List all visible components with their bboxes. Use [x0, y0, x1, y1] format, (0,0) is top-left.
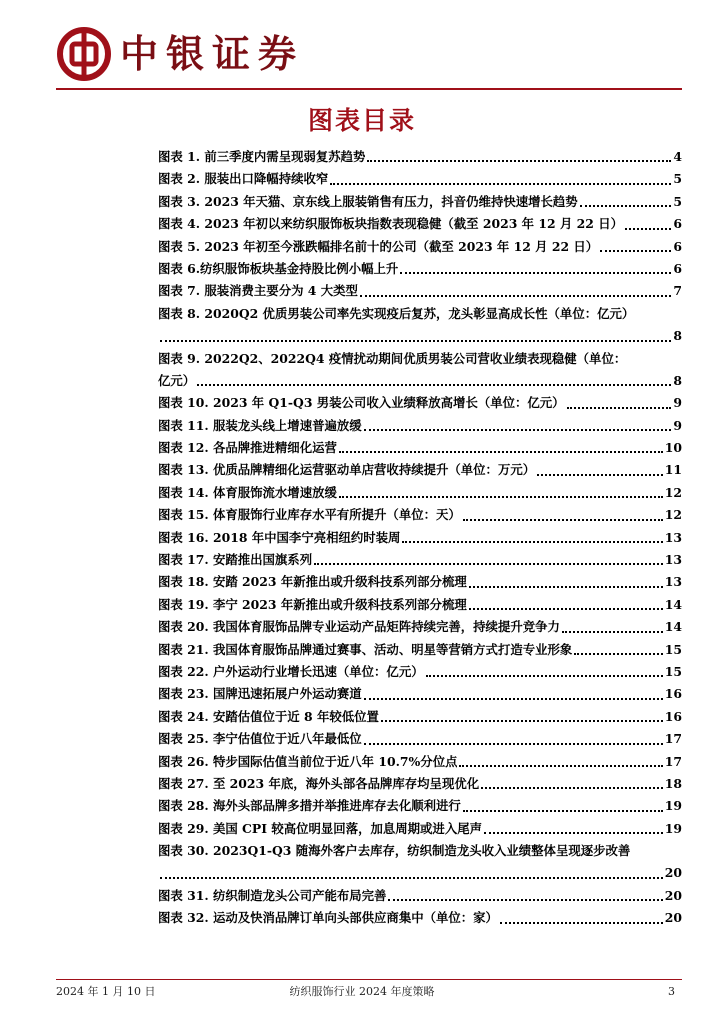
brand-name: 中银证券 — [120, 31, 305, 76]
toc-entry-label: 图表 11. 服装龙头线上增速普遍放缓 — [158, 417, 362, 433]
toc-entry[interactable] — [158, 571, 682, 593]
toc-entry-page: 5 — [673, 193, 682, 209]
toc-entry-page: 11 — [664, 462, 682, 478]
toc-entry-page: 17 — [664, 753, 682, 769]
toc-entry-label: 图表 16. 2018 年中国李宁亮相纽约时装周 — [158, 529, 401, 545]
toc-entry[interactable] — [158, 773, 682, 795]
dot-leader — [481, 787, 663, 789]
toc-entry-page: 16 — [664, 708, 682, 724]
dot-leader — [400, 272, 671, 274]
toc-entry-label: 图表 7. 服装消费主要分为 4 大类型 — [158, 283, 358, 299]
toc-entry-label: 图表 9. 2022Q2、2022Q4 疫情扰动期间优质男装公司营收业绩表现稳健（单位： — [158, 350, 627, 366]
toc-entry-page: 20 — [664, 910, 682, 926]
toc-entry[interactable] — [158, 415, 682, 437]
toc-entry-page: 14 — [664, 619, 682, 635]
toc-entry-label: 图表 1. 前三季度内需呈现弱复苏趋势 — [158, 148, 366, 164]
toc-entry-label: 亿元） — [158, 372, 196, 388]
toc-entry[interactable] — [158, 683, 682, 705]
toc-entry-page: 14 — [664, 596, 682, 612]
toc-entry[interactable] — [158, 191, 682, 213]
toc-entry[interactable] — [158, 236, 682, 258]
toc-entry-label: 图表 29. 美国 CPI 较高位明显回落，加息周期或进入尾声 — [158, 820, 482, 836]
toc-entry-page: 8 — [673, 372, 682, 388]
toc-entry-page: 19 — [664, 798, 682, 814]
header-divider — [56, 88, 682, 90]
dot-leader — [330, 183, 671, 185]
bank-of-china-logo — [56, 26, 112, 82]
dot-leader — [388, 899, 662, 901]
toc-entry[interactable] — [158, 348, 682, 393]
dot-leader — [367, 160, 671, 162]
dot-leader — [314, 563, 663, 565]
toc-entry-label: 图表 18. 安踏 2023 年新推出或升级科技系列部分梳理 — [158, 574, 467, 590]
dot-leader — [469, 608, 663, 610]
toc-entry-page: 6 — [673, 238, 682, 254]
toc-entry-page: 4 — [673, 148, 682, 164]
toc-entry-label: 图表 12. 各品牌推进精细化运营 — [158, 440, 337, 456]
toc-entry-label: 图表 5. 2023 年初至今涨跌幅排名前十的公司（截至 2023 年 12 月 22 日） — [158, 238, 599, 254]
toc-entry-page: 20 — [664, 887, 682, 903]
footer-doc-title: 纺织服饰行业 2024 年度策略 — [289, 985, 435, 998]
toc-entry-label: 图表 23. 国牌迅速拓展户外运动赛道 — [158, 686, 362, 702]
toc-entry-label: 图表 19. 李宁 2023 年新推出或升级科技系列部分梳理 — [158, 596, 467, 612]
dot-leader — [500, 922, 663, 924]
dot-leader — [459, 765, 662, 767]
toc-entry-label: 图表 17. 安踏推出国旗系列 — [158, 552, 313, 568]
toc-entry-page: 6 — [673, 260, 682, 276]
toc-entry[interactable] — [158, 303, 682, 348]
toc-entry-page: 15 — [664, 641, 682, 657]
toc-entry[interactable] — [158, 504, 682, 526]
toc-entry-page: 13 — [664, 574, 682, 590]
toc-entry-page: 9 — [673, 417, 682, 433]
toc-entry[interactable] — [158, 594, 682, 616]
dot-leader — [339, 496, 663, 498]
toc-entry[interactable] — [158, 482, 682, 504]
toc-entry-label: 图表 26. 特步国际估值当前位于近八年 10.7%分位点 — [158, 753, 458, 769]
toc-entry-label: 图表 14. 体育服饰流水增速放缓 — [158, 484, 337, 500]
dot-leader — [574, 653, 662, 655]
dot-leader — [484, 832, 663, 834]
toc-entry[interactable] — [158, 885, 682, 907]
toc-entry-label: 图表 24. 安踏估值位于近 8 年较低位置 — [158, 708, 379, 724]
dot-leader — [463, 810, 663, 812]
toc-entry-page: 20 — [664, 865, 682, 881]
toc-entry-label: 图表 31. 纺织制造龙头公司产能布局完善 — [158, 887, 387, 903]
toc-entry-page: 8 — [673, 328, 682, 344]
toc-entry[interactable] — [158, 392, 682, 414]
dot-leader — [360, 295, 671, 297]
toc-entry[interactable] — [158, 840, 682, 885]
dot-leader — [160, 340, 671, 342]
report-header — [56, 26, 676, 86]
toc-entry-page: 13 — [664, 552, 682, 568]
dot-leader — [625, 228, 671, 230]
dot-leader — [463, 519, 663, 521]
toc-entry-label: 图表 27. 至 2023 年底，海外头部各品牌库存均呈现优化 — [158, 775, 480, 791]
dot-leader — [364, 429, 672, 431]
toc-entry-page: 19 — [664, 820, 682, 836]
toc-entry-label: 图表 15. 体育服饰行业库存水平有所提升（单位：天） — [158, 507, 461, 523]
toc-entry-label: 图表 21. 我国体育服饰品牌通过赛事、活动、明星等营销方式打造专业形象 — [158, 641, 573, 657]
table-of-figures — [158, 146, 682, 930]
toc-entry[interactable] — [158, 907, 682, 929]
dot-leader — [381, 720, 663, 722]
toc-entry[interactable] — [158, 213, 682, 235]
toc-entry-label: 图表 22. 户外运动行业增长迅速（单位：亿元） — [158, 663, 424, 679]
toc-entry-label: 图表 25. 李宁估值位于近八年最低位 — [158, 731, 362, 747]
toc-entry[interactable] — [158, 258, 682, 280]
toc-entry-label: 图表 20. 我国体育服饰品牌专业运动产品矩阵持续完善，持续提升竞争力 — [158, 619, 560, 635]
dot-leader — [469, 586, 663, 588]
toc-entry-label: 图表 2. 服装出口降幅持续收窄 — [158, 171, 329, 187]
toc-entry-page: 17 — [664, 731, 682, 747]
toc-entry-page: 7 — [673, 283, 682, 299]
toc-entry-label: 图表 28. 海外头部品牌多措并举推进库存去化顺利进行 — [158, 798, 461, 814]
dot-leader — [160, 877, 663, 879]
dot-leader — [600, 250, 671, 252]
dot-leader — [567, 407, 672, 409]
toc-entry-page: 12 — [664, 507, 682, 523]
dot-leader — [364, 743, 663, 745]
toc-entry-page: 9 — [673, 395, 682, 411]
toc-entry-label: 图表 32. 运动及快消品牌订单向头部供应商集中（单位：家） — [158, 910, 498, 926]
toc-entry[interactable] — [158, 706, 682, 728]
toc-entry-label: 图表 4. 2023 年初以来纺织服饰板块指数表现稳健（截至 2023 年 12 月 22 日） — [158, 216, 623, 232]
toc-entry[interactable] — [158, 639, 682, 661]
toc-entry-page: 16 — [664, 686, 682, 702]
footer-page-number: 3 — [668, 985, 675, 998]
dot-leader — [402, 541, 662, 543]
dot-leader — [580, 205, 672, 207]
footer-divider — [56, 979, 682, 980]
toc-entry[interactable] — [158, 280, 682, 302]
dot-leader — [562, 631, 663, 633]
toc-entry[interactable] — [158, 728, 682, 750]
toc-entry-label: 图表 3. 2023 年天猫、京东线上服装销售有压力，抖音仍维持快速增长趋势 — [158, 193, 578, 209]
toc-entry[interactable] — [158, 527, 682, 549]
dot-leader — [426, 675, 663, 677]
toc-entry[interactable] — [158, 795, 682, 817]
dot-leader — [339, 451, 663, 453]
toc-entry-page: 18 — [664, 775, 682, 791]
dot-leader — [364, 698, 663, 700]
toc-entry-page: 13 — [664, 529, 682, 545]
toc-entry-label: 图表 10. 2023 年 Q1-Q3 男装公司收入业绩释放高增长（单位：亿元） — [158, 395, 565, 411]
page-title: 图表目录 — [307, 106, 416, 135]
toc-entry[interactable] — [158, 459, 682, 481]
toc-entry-page: 12 — [664, 484, 682, 500]
dot-leader — [537, 474, 663, 476]
toc-entry-page: 6 — [673, 216, 682, 232]
toc-entry-label: 图表 13. 优质品牌精细化运营驱动单店营收持续提升（单位：万元） — [158, 462, 536, 478]
toc-entry[interactable] — [158, 146, 682, 168]
toc-entry-label: 图表 8. 2020Q2 优质男装公司率先实现疫后复苏，龙头彰显高成长性（单位：亿元） — [158, 305, 635, 321]
toc-entry-page: 5 — [673, 171, 682, 187]
footer-date: 2024 年 1 月 10 日 — [56, 985, 156, 998]
toc-entry-label: 图表 6.纺织服饰板块基金持股比例小幅上升 — [158, 260, 399, 276]
toc-entry[interactable] — [158, 661, 682, 683]
toc-entry-label: 图表 30. 2023Q1-Q3 随海外客户去库存，纺织制造龙头收入业绩整体呈现逐步改善 — [158, 843, 631, 859]
toc-entry-page: 15 — [664, 663, 682, 679]
dot-leader — [197, 384, 671, 386]
toc-entry[interactable] — [158, 751, 682, 773]
toc-entry[interactable] — [158, 616, 682, 638]
toc-entry[interactable] — [158, 549, 682, 571]
toc-entry-page: 10 — [664, 440, 682, 456]
toc-entry[interactable] — [158, 818, 682, 840]
toc-entry[interactable] — [158, 437, 682, 459]
toc-entry[interactable] — [158, 168, 682, 190]
